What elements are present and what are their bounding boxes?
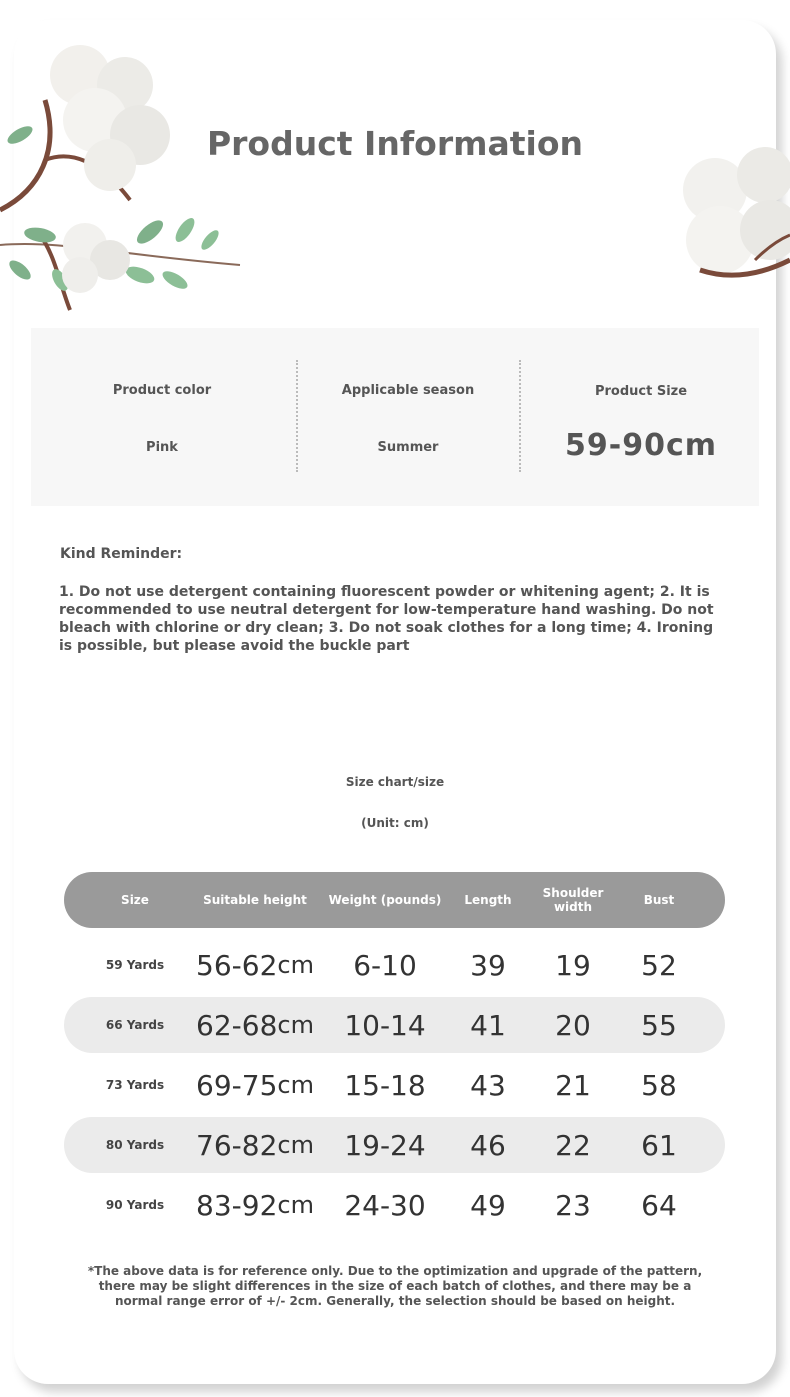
bust-cell: 58 — [641, 1068, 677, 1102]
height-unit: cm — [277, 1011, 314, 1039]
product-size-label: Product Size — [594, 384, 688, 399]
length-cell: 41 — [470, 1008, 506, 1042]
length-cell: 43 — [470, 1068, 506, 1102]
shoulder-cell: 22 — [555, 1128, 591, 1162]
table-row — [64, 937, 725, 993]
size-table-header — [64, 872, 725, 928]
length-cell: 39 — [470, 948, 506, 982]
header-suitable-height: Suitable height — [203, 893, 307, 907]
shoulder-cell: 20 — [555, 1008, 591, 1042]
header-shoulder-width: Shoulder width — [542, 886, 604, 914]
table-row — [64, 1057, 725, 1113]
header-length: Length — [464, 893, 512, 907]
height-cell — [188, 1177, 322, 1233]
table-row — [64, 1177, 725, 1233]
cotton-boll-illustration — [660, 140, 790, 300]
size-cell: 59 Yards — [105, 958, 165, 972]
reminder-text: 1. Do not use detergent containing fluorescent powder or whitening agent; 2. It is recommended to use neutral detergent for low-temperature hand washing. Do not bleach with chlorine or dry clean; 3. Do not soak clothes for a long time; 4. Ironing is possible, but please avoid the buckle part — [59, 584, 714, 654]
size-chart-unit: (Unit: cm) — [361, 816, 429, 830]
divider — [519, 360, 521, 472]
shoulder-cell: 19 — [555, 948, 591, 982]
size-cell: 90 Yards — [105, 1198, 165, 1212]
header-weight: Weight (pounds) — [328, 893, 442, 907]
bust-cell: 61 — [641, 1128, 677, 1162]
height-value: 76-82 — [196, 1128, 278, 1162]
divider — [296, 360, 298, 472]
applicable-season-value: Summer — [377, 440, 439, 455]
height-value: 62-68 — [196, 1008, 278, 1042]
size-cell: 73 Yards — [105, 1078, 165, 1092]
applicable-season-column — [299, 328, 517, 506]
weight-cell: 10-14 — [344, 1008, 426, 1042]
size-cell: 66 Yards — [105, 1018, 165, 1032]
height-value: 69-75 — [196, 1068, 278, 1102]
height-unit: cm — [277, 1131, 314, 1159]
bust-cell: 64 — [641, 1188, 677, 1222]
height-value: 83-92 — [196, 1188, 278, 1222]
height-value: 56-62 — [196, 948, 278, 982]
size-cell: 80 Yards — [105, 1138, 165, 1152]
height-cell — [188, 1057, 322, 1113]
height-unit: cm — [277, 1071, 314, 1099]
shoulder-cell: 21 — [555, 1068, 591, 1102]
table-row — [64, 1117, 725, 1173]
height-cell — [188, 1117, 322, 1173]
length-cell: 46 — [470, 1128, 506, 1162]
product-color-label: Product color — [112, 383, 212, 398]
height-unit: cm — [277, 951, 314, 979]
size-chart-title: Size chart/size — [345, 775, 445, 789]
product-size-value: 59-90cm — [565, 428, 717, 463]
product-color-value: Pink — [146, 440, 178, 455]
cotton-branch-illustration — [0, 40, 250, 320]
bust-cell: 55 — [641, 1008, 677, 1042]
product-info-panel — [31, 328, 759, 506]
applicable-season-label: Applicable season — [341, 383, 475, 398]
bust-cell: 52 — [641, 948, 677, 982]
table-row — [64, 997, 725, 1053]
height-cell — [188, 997, 322, 1053]
weight-cell: 6-10 — [353, 948, 417, 982]
shoulder-cell: 23 — [555, 1188, 591, 1222]
height-unit: cm — [277, 1191, 314, 1219]
header-size: Size — [121, 893, 149, 907]
weight-cell: 15-18 — [344, 1068, 426, 1102]
weight-cell: 24-30 — [344, 1188, 426, 1222]
footnote: *The above data is for reference only. Due to the optimization and upgrade of the pattern, there may be slight differences in the size of each batch of clothes, and there may be a normal range error of +/- 2cm. Generally, the selection should be based on height. — [87, 1264, 703, 1308]
height-cell — [188, 937, 322, 993]
header-bust: Bust — [643, 893, 675, 907]
length-cell: 49 — [470, 1188, 506, 1222]
product-color-column — [31, 328, 293, 506]
product-size-column — [523, 328, 759, 506]
page-title: Product Information — [206, 124, 584, 163]
weight-cell: 19-24 — [344, 1128, 426, 1162]
reminder-title: Kind Reminder: — [60, 546, 183, 562]
